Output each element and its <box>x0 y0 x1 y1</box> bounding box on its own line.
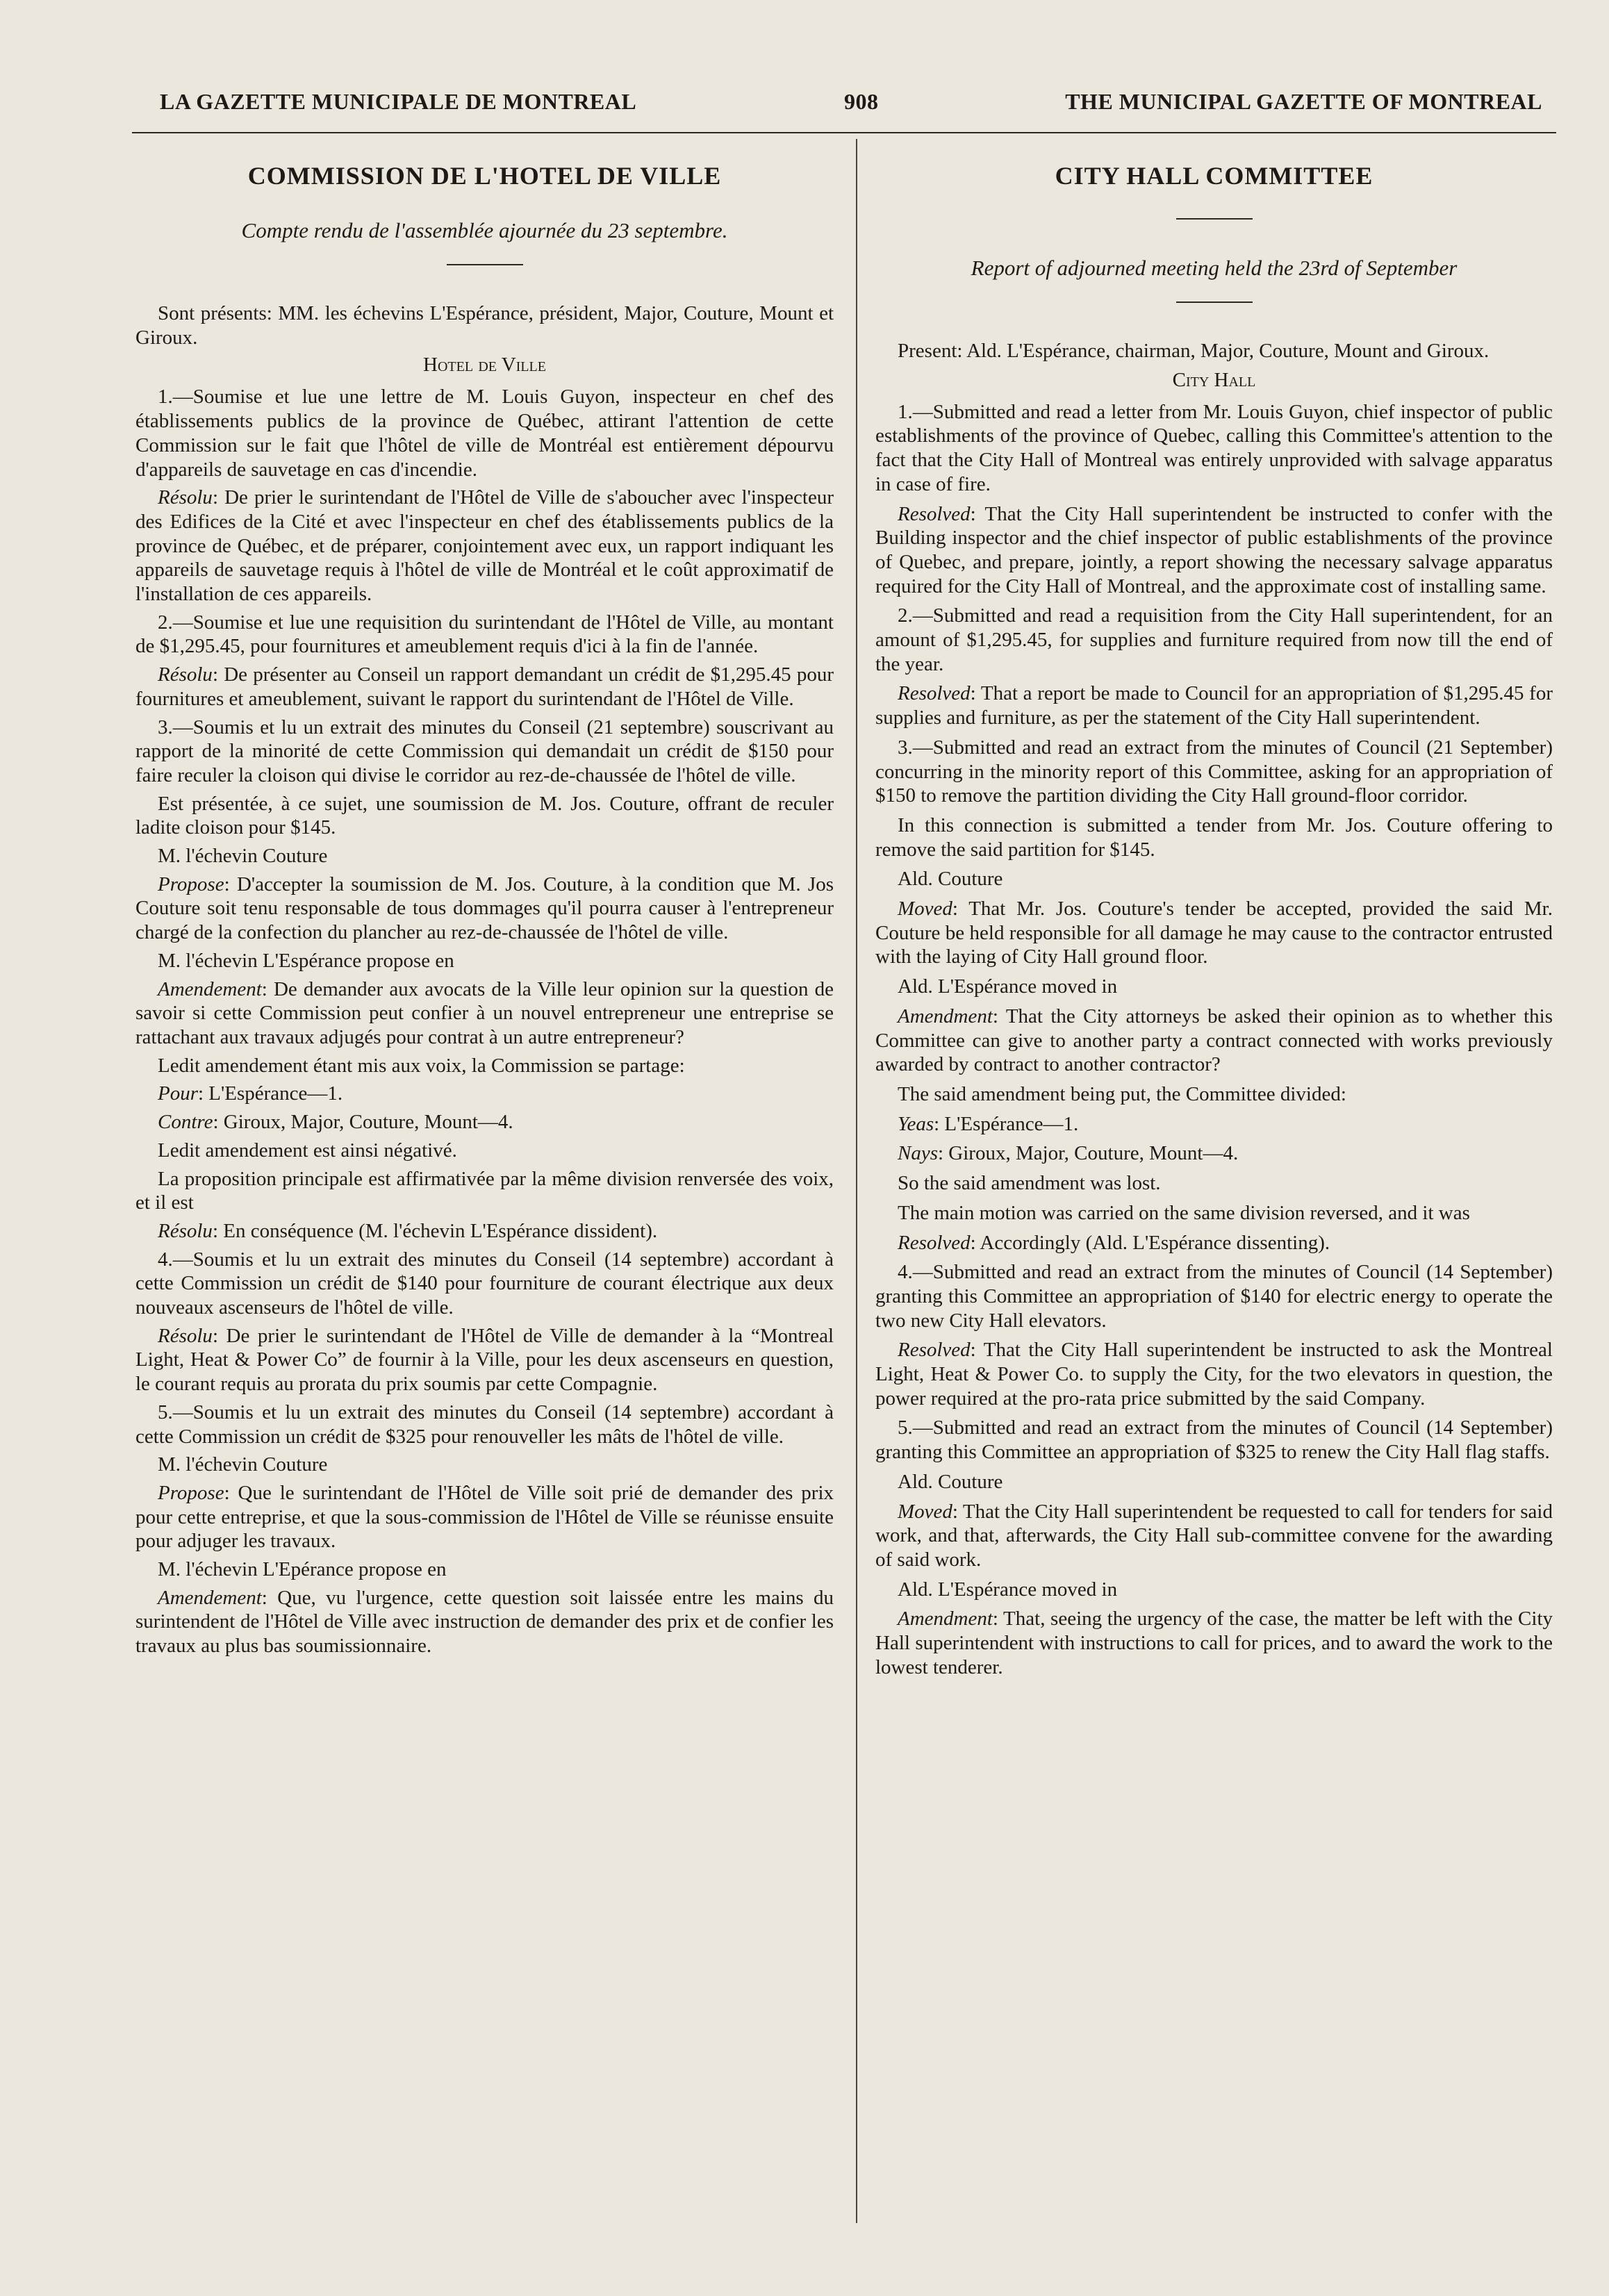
paragraph-label: Nays <box>898 1142 938 1165</box>
paragraph-text: : L'Espérance—1. <box>934 1112 1079 1135</box>
paragraph-text: 5.—Submitted and read an extract from the minutes of Council (14 September) granting this Committee an appropriation of $325 to renew the City Hall flag staffs. <box>875 1417 1553 1464</box>
english-title: CITY HALL COMMITTEE <box>1055 162 1373 190</box>
french-paragraph <box>135 1401 834 1448</box>
paragraph-text: : L'Espérance—1. <box>198 1082 343 1105</box>
paragraph-text: 3.—Submitted and read an extract from the minutes of Council (21 September) concurring in the minority report of this Committee, asking for an appropriation of $150 to remove the partition dividing the City Hall ground-floor corridor. <box>875 736 1553 807</box>
paragraph-text: : Giroux, Major, Couture, Mount—4. <box>213 1111 513 1134</box>
french-paragraph <box>135 1219 834 1244</box>
paragraph-label: Moved <box>898 1500 952 1523</box>
paragraph-text: : De prier le surintendant de l'Hôtel de Ville de s'aboucher avec l'inspecteur des Edifices de la Cité et avec l'inspecteur en chef des établissements publics de la province de Québec, et de préparer, conjointement avec eux, un rapport indiquant les appareils de sauvetage requis à l'hôtel de ville de Montréal et le coût approximatif de l'installation de ces appareils. <box>135 486 834 606</box>
english-paragraph <box>875 1112 1553 1137</box>
paragraph-text: : That the City Hall superintendent be instructed to ask the Montreal Light, Heat & Power Co. to supply the City, for the two elevators in question, the power required at the pro-rata price submitted by the said Company. <box>875 1339 1553 1410</box>
paragraph-text: : Giroux, Major, Couture, Mount—4. <box>938 1142 1239 1165</box>
paragraph-text: Ald. Couture <box>898 868 1003 891</box>
french-body <box>135 385 834 1658</box>
paragraph-text: : That Mr. Jos. Couture's tender be accepted, provided the said Mr. Couture be held responsible for all damage he may cause to the contractor entrusted with the laying of City Hall ground floor. <box>875 898 1553 968</box>
paragraph-label: Résolu <box>158 486 213 509</box>
paragraph-label: Yeas <box>898 1112 934 1135</box>
paragraph-text: The main motion was carried on the same division reversed, and it was <box>898 1201 1470 1224</box>
english-present: Present: Ald. L'Espérance, chairman, Major, Couture, Mount and Giroux. <box>898 340 1490 362</box>
english-paragraph <box>875 1416 1553 1464</box>
paragraph-text: M. l'échevin L'Epérance propose en <box>158 1558 447 1581</box>
english-paragraph <box>875 1607 1553 1679</box>
english-paragraph <box>875 502 1553 599</box>
paragraph-text: La proposition principale est affirmativée par la même division renversée des voix, et il est <box>135 1167 834 1214</box>
english-column <box>875 158 1553 1685</box>
paragraph-text: M. l'échevin L'Espérance propose en <box>158 949 454 972</box>
english-body <box>875 400 1553 1680</box>
french-paragraph <box>135 611 834 659</box>
french-paragraph <box>135 663 834 711</box>
english-paragraph <box>875 400 1553 497</box>
english-subtitle: Report of adjourned meeting held the 23rd of September <box>971 256 1458 280</box>
french-paragraph <box>135 844 834 868</box>
english-paragraph <box>875 736 1553 808</box>
running-header <box>160 89 1542 125</box>
french-title: COMMISSION DE L'HOTEL DE VILLE <box>247 162 722 190</box>
paragraph-text: : That the City attorneys be asked their opinion as to whether this Committee can give to another party a contract connected with works previously awarded by contract to another contractor? <box>875 1005 1553 1076</box>
paragraph-text: : Accordingly (Ald. L'Espérance dissenting). <box>970 1231 1330 1254</box>
paragraph-text: In this connection is submitted a tender from Mr. Jos. Couture offering to remove the said partition for $145. <box>875 813 1553 861</box>
paragraph-text: : De demander aux avocats de la Ville leur opinion sur la question de savoir si cette Commission peut confier à un nouvel entrepreneur une entreprise se rattachant aux travaux adjugés pour contrat à un autre entrepreneur? <box>135 977 834 1048</box>
french-paragraph <box>135 1324 834 1396</box>
paragraph-label: Propose <box>158 1481 224 1504</box>
paragraph-text: : Que, vu l'urgence, cette question soit laissée entre les mains du surintendent de l'Hôtel de Ville avec instruction de demander des prix et de confier les travaux au plus bas soumissionnaire. <box>135 1586 834 1658</box>
english-paragraph <box>875 813 1553 861</box>
paragraph-text: 4.—Submitted and read an extract from the minutes of Council (14 September) granting this Committee an appropriation of $140 for electric energy to operate the two new City Hall elevators. <box>875 1261 1553 1332</box>
english-paragraph <box>875 1231 1553 1255</box>
french-title-rule <box>447 264 523 265</box>
header-rule <box>132 132 1556 133</box>
french-paragraph <box>135 1054 834 1078</box>
paragraph-text: Ledit amendement étant mis aux voix, la Commission se partage: <box>158 1054 685 1077</box>
paragraph-text: Ald. L'Espérance moved in <box>898 1578 1118 1601</box>
paragraph-label: Amendement <box>158 977 262 1000</box>
french-paragraph <box>135 1586 834 1658</box>
english-paragraph <box>875 1260 1553 1332</box>
paragraph-text: 1.—Submitted and read a letter from Mr. Louis Guyon, chief inspector of public establishments of the province of Quebec, calling this Committee's attention to the fact that the City Hall of Montreal was entirely unprovided with salvage apparatus in case of fire. <box>875 400 1553 495</box>
french-paragraph <box>135 949 834 973</box>
paragraph-text: : Que le surintendant de l'Hôtel de Ville soit prié de demander des prix pour cette entreprise, et que la sous-commission de l'Hôtel de Ville se réunisse ensuite pour adjuger les travaux. <box>135 1481 834 1553</box>
paragraph-text: 4.—Soumis et lu un extrait des minutes du Conseil (14 septembre) accordant à cette Commission un crédit de $140 pour fourniture de courant électrique aux deux nouveaux ascenseurs de l'hôtel de ville. <box>135 1248 834 1319</box>
paragraph-text: The said amendment being put, the Committee divided: <box>898 1082 1346 1105</box>
french-paragraph <box>135 1110 834 1134</box>
paragraph-label: Moved <box>898 898 952 920</box>
english-paragraph <box>875 867 1553 891</box>
paragraph-text: : That the City Hall superintendent be requested to call for tenders for said work, and that, afterwards, the City Hall sub-committee convene for the awarding of said work. <box>875 1500 1553 1571</box>
english-paragraph <box>875 1005 1553 1077</box>
paragraph-label: Resolved <box>898 1339 971 1362</box>
english-paragraph <box>875 1578 1553 1602</box>
english-paragraph <box>875 1201 1553 1225</box>
paragraph-text: Ald. Couture <box>898 1470 1003 1493</box>
english-paragraph <box>875 604 1553 676</box>
paragraph-text: : De présenter au Conseil un rapport demandant un crédit de $1,295.45 pour fournitures et ameublement, suivant le rapport du surintendant de l'Hôtel de Ville. <box>135 663 834 710</box>
english-paragraph <box>875 1082 1553 1107</box>
paragraph-label: Propose <box>158 873 224 895</box>
paragraph-label: Amendment <box>898 1005 993 1027</box>
paragraph-text: 5.—Soumis et lu un extrait des minutes du Conseil (14 septembre) accordant à cette Commission un crédit de $325 pour renouveller les mâts de l'hôtel de ville. <box>135 1401 834 1448</box>
paragraph-label: Pour <box>158 1082 198 1105</box>
paragraph-text: : That a report be made to Council for an appropriation of $1,295.45 for supplies and furniture, as per the statement of the City Hall superintendent. <box>875 682 1553 729</box>
paragraph-label: Resolved <box>898 1231 971 1254</box>
english-title-rule-top <box>1176 218 1253 220</box>
french-paragraph <box>135 1139 834 1163</box>
column-divider <box>856 139 857 2223</box>
paragraph-text: So the said amendment was lost. <box>898 1172 1161 1195</box>
paragraph-text: : En conséquence (M. l'échevin L'Espérance dissident). <box>212 1219 658 1242</box>
paragraph-label: Contre <box>158 1111 213 1134</box>
english-paragraph <box>875 682 1553 729</box>
french-paragraph <box>135 1558 834 1582</box>
paragraph-text: : That, seeing the urgency of the case, the matter be left with the City Hall superintendent with instructions to call for prices, and to award the work to the lowest tenderer. <box>875 1608 1553 1678</box>
paragraph-text: : That the City Hall superintendent be instructed to confer with the Building inspector and the chief inspector of public establishments of the province of Quebec, and prepare, jointly, a report showing the necessary salvage apparatus required for the City Hall of Montreal, and the approximate cost of installing same. <box>875 502 1553 597</box>
header-english-title: THE MUNICIPAL GAZETTE OF MONTREAL <box>1065 89 1542 114</box>
english-paragraph <box>875 1470 1553 1494</box>
french-paragraph <box>135 486 834 606</box>
english-title-rule <box>1176 302 1253 303</box>
english-paragraph <box>875 1171 1553 1196</box>
paragraph-label: Amendment <box>898 1608 993 1630</box>
english-paragraph <box>875 1338 1553 1410</box>
header-french-title: LA GAZETTE MUNICIPALE DE MONTREAL <box>160 89 637 114</box>
french-paragraph <box>135 873 834 945</box>
english-paragraph <box>875 1500 1553 1572</box>
paragraph-text: : D'accepter la soumission de M. Jos. Couture, à la condition que M. Jos Couture soit tenu responsable de tous dommages qu'il pourra causer à l'entrepreneur chargé de la confection du plancher au rez-de-chaussée de l'hôtel de ville. <box>135 873 834 944</box>
page-number: 908 <box>844 89 879 114</box>
french-subtitle: Compte rendu de l'assemblée ajournée du 23 septembre. <box>241 218 728 242</box>
english-section-head: City Hall <box>1172 368 1256 391</box>
french-present: Sont présents: MM. les échevins L'Espérance, président, Major, Couture, Mount et Giroux. <box>135 302 834 349</box>
paragraph-label: Amendement <box>158 1586 262 1609</box>
french-paragraph <box>135 1453 834 1477</box>
french-paragraph <box>135 1248 834 1320</box>
english-paragraph <box>875 975 1553 999</box>
paragraph-text: M. l'échevin Couture <box>158 845 328 868</box>
french-paragraph <box>135 977 834 1050</box>
paragraph-label: Resolved <box>898 682 971 705</box>
paragraph-text: Est présentée, à ce sujet, une soumission de M. Jos. Couture, offrant de reculer ladite cloison pour $145. <box>135 792 834 839</box>
french-paragraph <box>135 385 834 481</box>
paragraph-text: M. l'échevin Couture <box>158 1453 328 1476</box>
french-column <box>135 158 834 1662</box>
paragraph-text: : De prier le surintendant de l'Hôtel de Ville de demander à la “Montreal Light, Heat & Power Co” de fournir à la Ville, pour les deux ascenseurs en question, le courant requis au prorata du prix soumis par cette Compagnie. <box>135 1324 834 1396</box>
paragraph-text: 2.—Submitted and read a requisition from the City Hall superintendent, for an amount of $1,295.45, for supplies and furniture required from now till the end of the year. <box>875 604 1553 675</box>
french-paragraph <box>135 1167 834 1215</box>
paragraph-text: 3.—Soumis et lu un extrait des minutes du Conseil (21 septembre) souscrivant au rapport de la minorité de cette Commission qui demandait un crédit de $150 pour faire reculer la cloison qui divise le corridor au rez-de-chaussée de l'hôtel de ville. <box>135 716 834 786</box>
english-paragraph <box>875 1141 1553 1166</box>
paragraph-text: 1.—Soumise et lue une lettre de M. Louis Guyon, inspecteur en chef des établissements publics de la province de Québec, attirant l'attention de cette Commission sur le fait que l'hôtel de ville de Montréal est entièrement dépourvu d'appareils de sauvetage en cas d'incendie. <box>135 386 834 481</box>
paragraph-text: Ald. L'Espérance moved in <box>898 975 1118 998</box>
paragraph-text: 2.—Soumise et lue une requisition du surintendant de l'Hôtel de Ville, au montant de $1,295.45, pour fournitures et ameublement requis d'ici à la fin de l'année. <box>135 611 834 658</box>
french-paragraph <box>135 716 834 788</box>
paragraph-label: Résolu <box>158 1324 213 1347</box>
french-paragraph <box>135 792 834 840</box>
paragraph-text: Ledit amendement est ainsi négativé. <box>158 1139 457 1162</box>
french-paragraph <box>135 1481 834 1553</box>
french-paragraph <box>135 1082 834 1106</box>
french-section-head: Hotel de Ville <box>423 354 546 377</box>
english-paragraph <box>875 897 1553 969</box>
paragraph-label: Résolu <box>158 663 213 686</box>
paragraph-label: Résolu <box>158 1219 213 1242</box>
paragraph-label: Resolved <box>898 502 971 525</box>
